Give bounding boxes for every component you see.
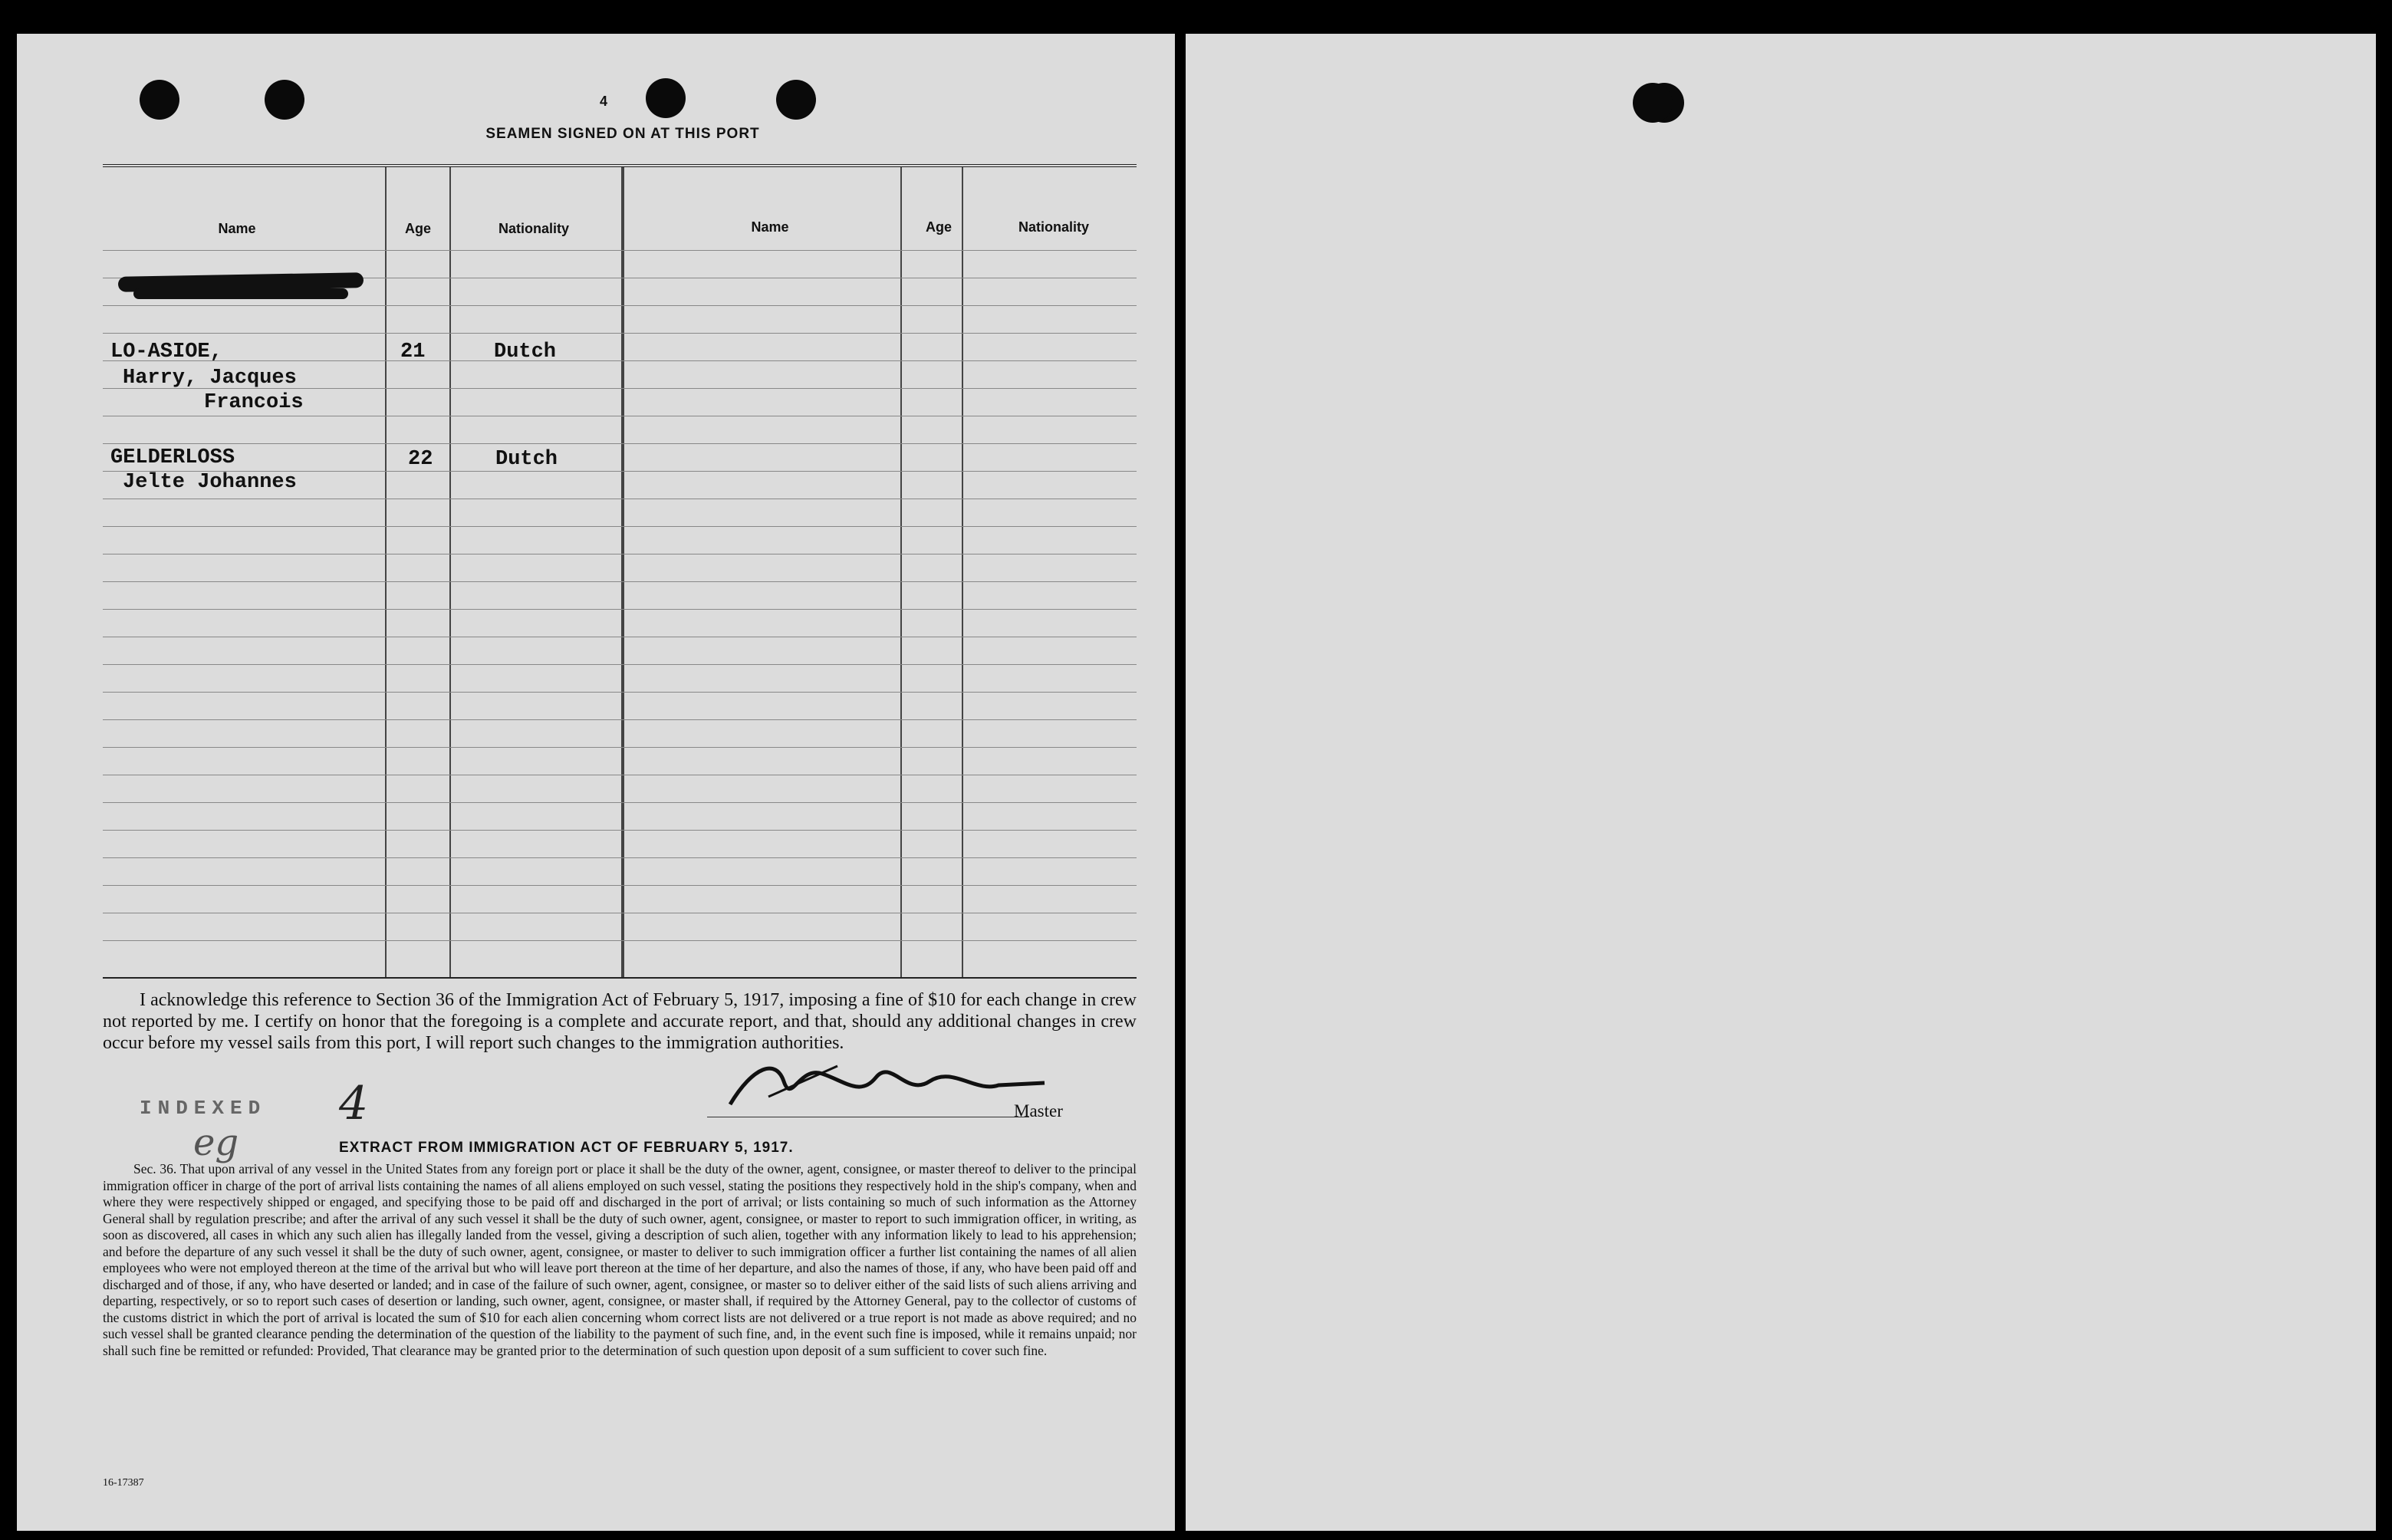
extract-text: Sec. 36. That upon arrival of any vessel in the United States from any foreign port or place it shall be the duty of the owner, agent, consignee, or master thereof to deliver to the principal immigration officer in charge of the port of arrival lists containing the names of all aliens employed on such vessel, stating the positions they respectively hold in the ship's company, when and where they were respectively shipped or engaged, and specifying those to be paid off and discharged in the port of arrival; or lists containing so much of such information as the Attorney General shall by regulation prescribe; and after the arrival of any such vessel it shall be the duty of such owner, agent, consignee, or master to report to such immigration officer, in writing, as soon as discovered, all cases in which any such alien has illegally landed from the vessel, giving a description of such alien, together with any information likely to lead to his apprehension; and before the departure of any such vessel it shall be the duty of such owner, agent, consignee, or master to deliver to such immigration officer a further list containing the names of all alien employees who were not employed thereon at the time of the arrival but who will leave port thereon at the time of her departure, and also the names of those, if any, who have been paid off and discharged and of those, if any, who have deserted or landed; and in case of the failure of such owner, agent, consignee, or master so to deliver either of the said lists of such aliens arriving and departing, respectively, or so to report such cases of desertion or landing, such owner, agent, consignee, or master shall, if required by the Attorney General, pay to the collector of customs of the customs district in which the port of arrival is located the sum of $10 for each alien concerning whom correct lists are not delivered or a true report is not made as above required; and no such vessel shall be granted clearance pending the determination of the question of the liability to the payment of such fine, and, in the event such fine is imposed, while it remains unpaid; nor shall such fine be remitted or refunded: Provided, That clearance may be granted prior to the determination of such question upon deposit of a sum sufficient to cover such fine.	[103, 1161, 1137, 1358]
acknowledgement-text: I acknowledge this reference to Section 36 of the Immigration Act of February 5, 1917, imposing a fine of $10 for each change in crew not reported by me. I certify on honor that the foregoing is a complete and accurate report, and that, should any additional changes in crew occur before my vessel sails from this port, I will report such changes to the immigration authorities.	[103, 990, 1137, 1053]
column-header-name: Name	[218, 221, 256, 236]
page-number: 4	[600, 94, 609, 109]
table-rule	[103, 526, 1137, 527]
table-rule	[103, 692, 1137, 693]
redaction-mark	[133, 288, 348, 299]
table-rule	[103, 360, 1137, 361]
handwritten-mark: 4	[339, 1077, 369, 1130]
punch-hole	[776, 80, 816, 120]
table-rule	[103, 443, 1137, 444]
table-rule	[103, 719, 1137, 720]
seaman-surname: GELDERLOSS	[110, 446, 235, 469]
table-rule	[103, 940, 1137, 941]
left-page	[17, 34, 1175, 1531]
seaman-nationality: Dutch	[495, 448, 558, 471]
right-page	[1186, 34, 2376, 1531]
seaman-age: 22	[408, 448, 433, 471]
table-rule	[103, 333, 1137, 334]
indexed-stamp: INDEXED	[140, 1097, 267, 1120]
table-rule	[103, 885, 1137, 886]
seaman-given-name: Francois	[204, 391, 304, 414]
seaman-surname: LO-ASIOE,	[110, 341, 222, 364]
punch-hole	[1633, 83, 1673, 123]
form-code: 16-17387	[103, 1477, 144, 1489]
table-rule	[103, 581, 1137, 582]
table-rule	[103, 305, 1137, 306]
seaman-given-name: Harry, Jacques	[123, 367, 297, 390]
table-rule	[103, 857, 1137, 858]
seaman-age: 21	[400, 341, 426, 364]
punch-hole	[265, 80, 304, 120]
master-label: Master	[1014, 1101, 1063, 1120]
extract-title: EXTRACT FROM IMMIGRATION ACT OF FEBRUARY 5, 1917.	[339, 1140, 794, 1156]
column-header-age: Age	[404, 221, 431, 236]
table-rule	[103, 802, 1137, 803]
punch-hole	[646, 78, 686, 118]
column-header-age: Age	[925, 219, 952, 235]
column-header-nationality: Nationality	[1018, 219, 1089, 235]
master-signature	[722, 1051, 1060, 1120]
handwritten-mark: eg	[193, 1121, 239, 1164]
seamen-table	[103, 164, 1137, 979]
punch-hole	[140, 80, 179, 120]
table-rule	[103, 250, 1137, 251]
seaman-nationality: Dutch	[494, 341, 557, 364]
column-header-nationality: Nationality	[498, 221, 569, 236]
column-header-name: Name	[751, 219, 789, 235]
section-title: SEAMEN SIGNED ON AT THIS PORT	[485, 126, 760, 142]
seaman-given-name: Jelte Johannes	[123, 471, 297, 494]
table-rule	[103, 830, 1137, 831]
table-rule	[103, 747, 1137, 748]
table-rule	[103, 664, 1137, 665]
table-rule	[103, 609, 1137, 610]
